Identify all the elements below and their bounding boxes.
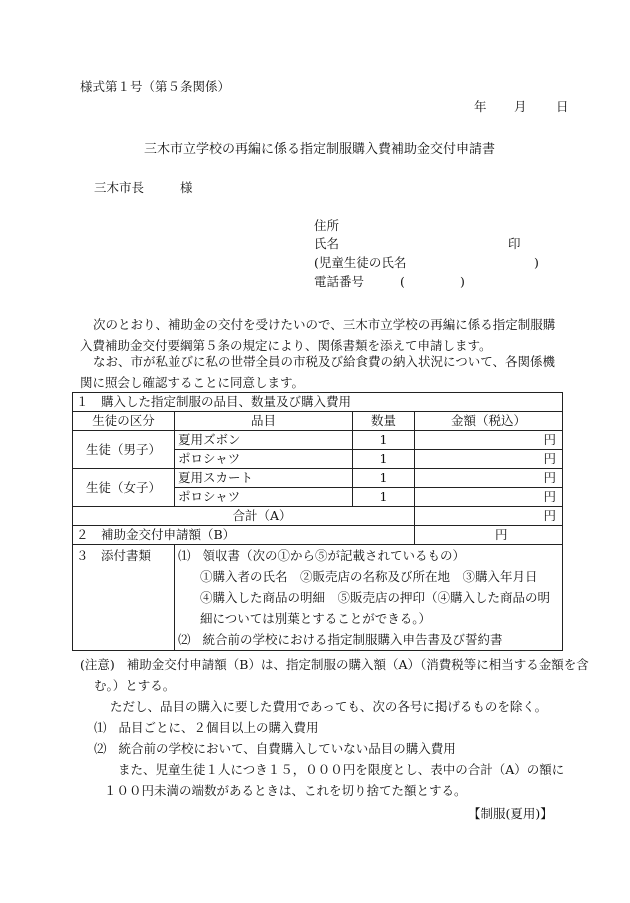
header-quantity: 数量 xyxy=(353,412,415,431)
total-label: 合計（A） xyxy=(73,507,415,526)
note-main-text: 補助金交付申請額（B）は、指定制服の購入額（A）（消費税等に相当する金額を含む。）とする。 xyxy=(94,657,589,693)
address-label: 住所 xyxy=(314,218,340,233)
name-label: 氏名 xyxy=(314,236,340,251)
item-cell: 夏用スカート xyxy=(175,469,353,488)
section3-row xyxy=(73,545,563,651)
attachment-1-mark: ⑴ xyxy=(178,548,191,563)
document-title: 三木市立学校の再編に係る指定制服購入費補助金交付申請書 xyxy=(144,142,496,157)
amount-cell[interactable]: 円 xyxy=(415,450,563,469)
table-row xyxy=(73,431,563,450)
note-item-2-mark: ⑵ xyxy=(94,741,107,756)
note-limit: また、児童生徒１人につき１５，０００円を限度とし、表中の合計（A）の額に１００円未満の端数があるときは、これを切り捨てた額とする。 xyxy=(104,762,565,798)
attachments-cell xyxy=(175,545,563,651)
addressee-honorific: 様 xyxy=(180,180,193,195)
uniform-purchase-table xyxy=(72,392,563,651)
header-amount: 金額（税込） xyxy=(415,412,563,431)
form-number: 様式第１号（第５条関係） xyxy=(80,79,231,94)
quantity-cell: 1 xyxy=(353,469,415,488)
date-month-label: 月 xyxy=(514,99,527,114)
seal-label: 印 xyxy=(508,236,521,251)
student-name-close: ) xyxy=(534,255,539,270)
section3-label: ３ 添付書類 xyxy=(73,545,175,651)
date-day-label: 日 xyxy=(556,99,569,114)
student-name-label: (児童生徒の氏名 xyxy=(314,255,407,270)
attachment-2-text: 統合前の学校における指定制服購入申告書及び誓約書 xyxy=(202,632,503,647)
phone-close-paren: ) xyxy=(460,274,465,289)
uniform-type-tag: 【制服(夏用)】 xyxy=(468,806,553,821)
application-paragraph: 次のとおり、補助金の交付を受けたいので、三木市立学校の再編に係る指定制服購入費補助金交付要綱第５条の規定により、関係書類を添えて申請します。 xyxy=(80,317,556,353)
amount-cell[interactable]: 円 xyxy=(415,431,563,450)
attachment-1 xyxy=(178,545,556,566)
quantity-cell: 1 xyxy=(353,488,415,507)
item-cell: 夏用ズボン xyxy=(175,431,353,450)
date-year-label: 年 xyxy=(474,99,487,114)
quantity-cell: 1 xyxy=(353,431,415,450)
note-item-2-text: 統合前の学校において、自費購入していない品目の購入費用 xyxy=(118,741,456,756)
note-item-2 xyxy=(94,738,564,759)
column-header-row xyxy=(73,412,563,431)
total-amount-cell[interactable]: 円 xyxy=(415,507,563,526)
section2-row xyxy=(73,526,563,545)
amount-cell[interactable]: 円 xyxy=(415,469,563,488)
category-male: 生徒（男子） xyxy=(73,431,175,469)
note-item-1-mark: ⑴ xyxy=(94,720,107,735)
section2-title: ２ 補助金交付申請額（B） xyxy=(73,526,415,545)
amount-cell[interactable]: 円 xyxy=(415,488,563,507)
quantity-cell: 1 xyxy=(353,450,415,469)
section1-header-row xyxy=(73,393,563,412)
attachment-2-mark: ⑵ xyxy=(178,632,191,647)
header-item: 品目 xyxy=(175,412,353,431)
phone-label: 電話番号 xyxy=(314,274,365,289)
table-row xyxy=(73,469,563,488)
phone-open-paren: ( xyxy=(400,274,405,289)
note-label: (注意) xyxy=(80,657,115,672)
header-category: 生徒の区分 xyxy=(73,412,175,431)
requested-amount-cell[interactable]: 円 xyxy=(415,526,563,545)
note-however: ただし、品目の購入に要した費用であっても、次の各号に掲げるものを除く。 xyxy=(110,699,548,714)
category-female: 生徒（女子） xyxy=(73,469,175,507)
addressee-name: 三木市長 xyxy=(94,180,145,195)
item-cell: ポロシャツ xyxy=(175,488,353,507)
note-main xyxy=(80,654,590,696)
section1-title: １ 購入した指定制服の品目、数量及び購入費用 xyxy=(73,393,563,412)
item-cell: ポロシャツ xyxy=(175,450,353,469)
consent-paragraph: なお、市が私並びに私の世帯全員の市税及び給食費の納入状況について、各関係機関に照会し確認することに同意します。 xyxy=(80,354,556,390)
note-item-1 xyxy=(94,717,564,738)
attachment-1-detail: ①購入者の氏名 ②販売店の名称及び所在地 ③購入年月日 ④購入した商品の明細 ⑤販売店の押印（④購入した商品の明細については別葉とすることができる。） xyxy=(200,569,551,626)
total-row xyxy=(73,507,563,526)
attachment-1-text: 領収書（次の①から⑤が記載されているもの） xyxy=(202,548,466,563)
attachment-2 xyxy=(178,629,556,650)
note-item-1-text: 品目ごとに、２個目以上の購入費用 xyxy=(118,720,319,735)
